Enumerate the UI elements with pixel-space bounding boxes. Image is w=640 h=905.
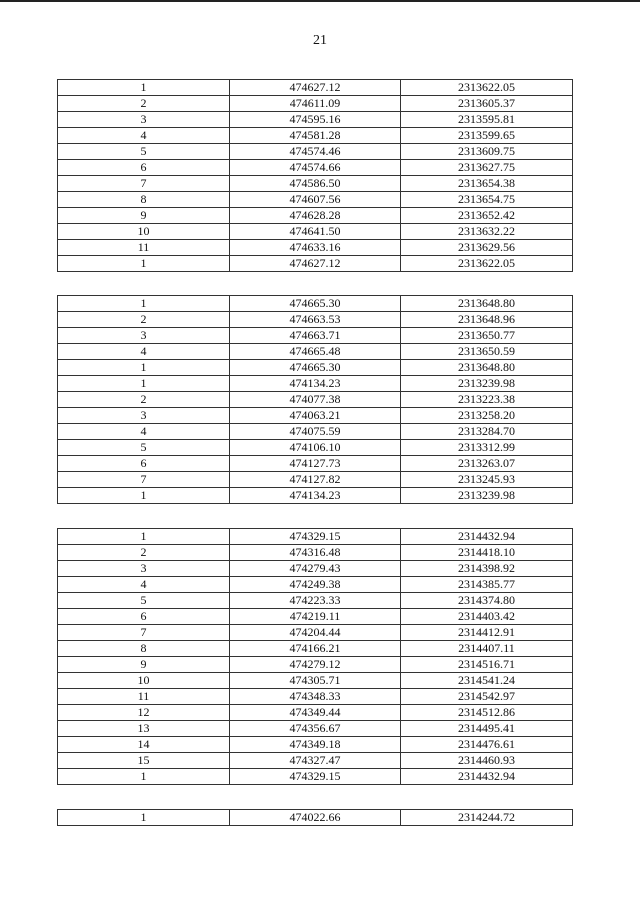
- y-coordinate-cell: 2313652.42: [401, 208, 573, 224]
- table-row: [58, 408, 573, 424]
- point-number-cell: 2: [58, 312, 230, 328]
- x-coordinate-cell: 474106.10: [230, 440, 401, 456]
- point-number-cell: 1: [58, 376, 230, 392]
- x-coordinate-cell: 474349.18: [230, 737, 401, 753]
- point-number-cell: 8: [58, 641, 230, 657]
- x-coordinate-cell: 474249.38: [230, 577, 401, 593]
- point-number-cell: 10: [58, 673, 230, 689]
- table-row: [58, 376, 573, 392]
- y-coordinate-cell: 2313648.80: [401, 296, 573, 312]
- y-coordinate-cell: 2313654.75: [401, 192, 573, 208]
- y-coordinate-cell: 2314418.10: [401, 545, 573, 561]
- y-coordinate-cell: 2313648.80: [401, 360, 573, 376]
- y-coordinate-cell: 2314407.11: [401, 641, 573, 657]
- y-coordinate-cell: 2314542.97: [401, 689, 573, 705]
- table-row: [58, 128, 573, 144]
- x-coordinate-cell: 474607.56: [230, 192, 401, 208]
- x-coordinate-cell: 474665.48: [230, 344, 401, 360]
- y-coordinate-cell: 2313223.38: [401, 392, 573, 408]
- table-row: [58, 296, 573, 312]
- table-row: [58, 641, 573, 657]
- y-coordinate-cell: 2313239.98: [401, 376, 573, 392]
- x-coordinate-cell: 474166.21: [230, 641, 401, 657]
- y-coordinate-cell: 2313595.81: [401, 112, 573, 128]
- table-row: [58, 344, 573, 360]
- table-row: [58, 440, 573, 456]
- table-row: [58, 472, 573, 488]
- x-coordinate-cell: 474627.12: [230, 256, 401, 272]
- point-number-cell: 13: [58, 721, 230, 737]
- table-row: [58, 625, 573, 641]
- table-row: [58, 737, 573, 753]
- y-coordinate-cell: 2314432.94: [401, 769, 573, 785]
- y-coordinate-cell: 2313622.05: [401, 256, 573, 272]
- y-coordinate-cell: 2313650.59: [401, 344, 573, 360]
- y-coordinate-cell: 2313284.70: [401, 424, 573, 440]
- x-coordinate-cell: 474665.30: [230, 360, 401, 376]
- x-coordinate-cell: 474063.21: [230, 408, 401, 424]
- table-row: [58, 208, 573, 224]
- point-number-cell: 9: [58, 208, 230, 224]
- table-row: [58, 256, 573, 272]
- x-coordinate-cell: 474356.67: [230, 721, 401, 737]
- y-coordinate-cell: 2313622.05: [401, 80, 573, 96]
- y-coordinate-cell: 2313632.22: [401, 224, 573, 240]
- x-coordinate-cell: 474022.66: [230, 810, 401, 826]
- table-row: [58, 545, 573, 561]
- table-row: [58, 392, 573, 408]
- y-coordinate-cell: 2313605.37: [401, 96, 573, 112]
- y-coordinate-cell: 2313629.56: [401, 240, 573, 256]
- table-row: [58, 144, 573, 160]
- point-number-cell: 1: [58, 769, 230, 785]
- y-coordinate-cell: 2314476.61: [401, 737, 573, 753]
- x-coordinate-cell: 474127.73: [230, 456, 401, 472]
- x-coordinate-cell: 474574.66: [230, 160, 401, 176]
- table-row: [58, 328, 573, 344]
- page-top-border: [0, 0, 640, 2]
- table-row: [58, 360, 573, 376]
- point-number-cell: 1: [58, 488, 230, 504]
- y-coordinate-cell: 2314460.93: [401, 753, 573, 769]
- point-number-cell: 2: [58, 392, 230, 408]
- table-row: [58, 456, 573, 472]
- point-number-cell: 5: [58, 593, 230, 609]
- point-number-cell: 1: [58, 80, 230, 96]
- y-coordinate-cell: 2314541.24: [401, 673, 573, 689]
- table-row: [58, 753, 573, 769]
- point-number-cell: 12: [58, 705, 230, 721]
- y-coordinate-cell: 2314244.72: [401, 810, 573, 826]
- x-coordinate-cell: 474204.44: [230, 625, 401, 641]
- x-coordinate-cell: 474586.50: [230, 176, 401, 192]
- point-number-cell: 9: [58, 657, 230, 673]
- x-coordinate-cell: 474329.15: [230, 769, 401, 785]
- y-coordinate-cell: 2314403.42: [401, 609, 573, 625]
- point-number-cell: 6: [58, 609, 230, 625]
- table-row: [58, 240, 573, 256]
- table-row: [58, 593, 573, 609]
- point-number-cell: 6: [58, 160, 230, 176]
- y-coordinate-cell: 2314512.86: [401, 705, 573, 721]
- table-row: [58, 80, 573, 96]
- y-coordinate-cell: 2313312.99: [401, 440, 573, 456]
- x-coordinate-cell: 474219.11: [230, 609, 401, 625]
- table-row: [58, 96, 573, 112]
- x-coordinate-cell: 474327.47: [230, 753, 401, 769]
- point-number-cell: 3: [58, 112, 230, 128]
- x-coordinate-cell: 474627.12: [230, 80, 401, 96]
- x-coordinate-cell: 474223.33: [230, 593, 401, 609]
- x-coordinate-cell: 474305.71: [230, 673, 401, 689]
- table-row: [58, 689, 573, 705]
- x-coordinate-cell: 474077.38: [230, 392, 401, 408]
- point-number-cell: 14: [58, 737, 230, 753]
- point-number-cell: 4: [58, 344, 230, 360]
- table-row: [58, 424, 573, 440]
- coordinates-table-3: [57, 528, 573, 785]
- point-number-cell: 7: [58, 472, 230, 488]
- point-number-cell: 1: [58, 810, 230, 826]
- table-row: [58, 657, 573, 673]
- y-coordinate-cell: 2314516.71: [401, 657, 573, 673]
- x-coordinate-cell: 474633.16: [230, 240, 401, 256]
- x-coordinate-cell: 474134.23: [230, 488, 401, 504]
- point-number-cell: 7: [58, 176, 230, 192]
- y-coordinate-cell: 2314385.77: [401, 577, 573, 593]
- point-number-cell: 7: [58, 625, 230, 641]
- table-row: [58, 160, 573, 176]
- x-coordinate-cell: 474663.71: [230, 328, 401, 344]
- point-number-cell: 1: [58, 256, 230, 272]
- x-coordinate-cell: 474665.30: [230, 296, 401, 312]
- table-row: [58, 176, 573, 192]
- y-coordinate-cell: 2313599.65: [401, 128, 573, 144]
- x-coordinate-cell: 474349.44: [230, 705, 401, 721]
- point-number-cell: 1: [58, 296, 230, 312]
- y-coordinate-cell: 2314374.80: [401, 593, 573, 609]
- y-coordinate-cell: 2313654.38: [401, 176, 573, 192]
- point-number-cell: 4: [58, 128, 230, 144]
- y-coordinate-cell: 2313648.96: [401, 312, 573, 328]
- point-number-cell: 2: [58, 96, 230, 112]
- x-coordinate-cell: 474127.82: [230, 472, 401, 488]
- x-coordinate-cell: 474574.46: [230, 144, 401, 160]
- y-coordinate-cell: 2313245.93: [401, 472, 573, 488]
- x-coordinate-cell: 474595.16: [230, 112, 401, 128]
- point-number-cell: 8: [58, 192, 230, 208]
- y-coordinate-cell: 2314398.92: [401, 561, 573, 577]
- x-coordinate-cell: 474581.28: [230, 128, 401, 144]
- point-number-cell: 11: [58, 240, 230, 256]
- table-row: [58, 192, 573, 208]
- point-number-cell: 1: [58, 529, 230, 545]
- table-row: [58, 312, 573, 328]
- y-coordinate-cell: 2313627.75: [401, 160, 573, 176]
- point-number-cell: 3: [58, 408, 230, 424]
- x-coordinate-cell: 474663.53: [230, 312, 401, 328]
- y-coordinate-cell: 2314432.94: [401, 529, 573, 545]
- table-row: [58, 769, 573, 785]
- page-number: 21: [313, 33, 327, 48]
- point-number-cell: 3: [58, 328, 230, 344]
- table-row: [58, 810, 573, 826]
- y-coordinate-cell: 2314495.41: [401, 721, 573, 737]
- table-row: [58, 112, 573, 128]
- point-number-cell: 11: [58, 689, 230, 705]
- point-number-cell: 3: [58, 561, 230, 577]
- table-row: [58, 721, 573, 737]
- coordinates-table-4: [57, 809, 573, 826]
- y-coordinate-cell: 2313239.98: [401, 488, 573, 504]
- x-coordinate-cell: 474329.15: [230, 529, 401, 545]
- x-coordinate-cell: 474279.43: [230, 561, 401, 577]
- point-number-cell: 1: [58, 360, 230, 376]
- x-coordinate-cell: 474134.23: [230, 376, 401, 392]
- y-coordinate-cell: 2314412.91: [401, 625, 573, 641]
- point-number-cell: 10: [58, 224, 230, 240]
- x-coordinate-cell: 474075.59: [230, 424, 401, 440]
- x-coordinate-cell: 474279.12: [230, 657, 401, 673]
- table-row: [58, 705, 573, 721]
- table-row: [58, 529, 573, 545]
- y-coordinate-cell: 2313258.20: [401, 408, 573, 424]
- table-row: [58, 577, 573, 593]
- y-coordinate-cell: 2313263.07: [401, 456, 573, 472]
- y-coordinate-cell: 2313650.77: [401, 328, 573, 344]
- point-number-cell: 5: [58, 144, 230, 160]
- table-row: [58, 488, 573, 504]
- table-row: [58, 673, 573, 689]
- x-coordinate-cell: 474348.33: [230, 689, 401, 705]
- coordinates-table-2: [57, 295, 573, 504]
- coordinates-table-1: [57, 79, 573, 272]
- x-coordinate-cell: 474611.09: [230, 96, 401, 112]
- x-coordinate-cell: 474316.48: [230, 545, 401, 561]
- x-coordinate-cell: 474641.50: [230, 224, 401, 240]
- table-row: [58, 561, 573, 577]
- point-number-cell: 6: [58, 456, 230, 472]
- table-row: [58, 609, 573, 625]
- y-coordinate-cell: 2313609.75: [401, 144, 573, 160]
- point-number-cell: 2: [58, 545, 230, 561]
- table-row: [58, 224, 573, 240]
- point-number-cell: 4: [58, 577, 230, 593]
- x-coordinate-cell: 474628.28: [230, 208, 401, 224]
- point-number-cell: 5: [58, 440, 230, 456]
- point-number-cell: 15: [58, 753, 230, 769]
- point-number-cell: 4: [58, 424, 230, 440]
